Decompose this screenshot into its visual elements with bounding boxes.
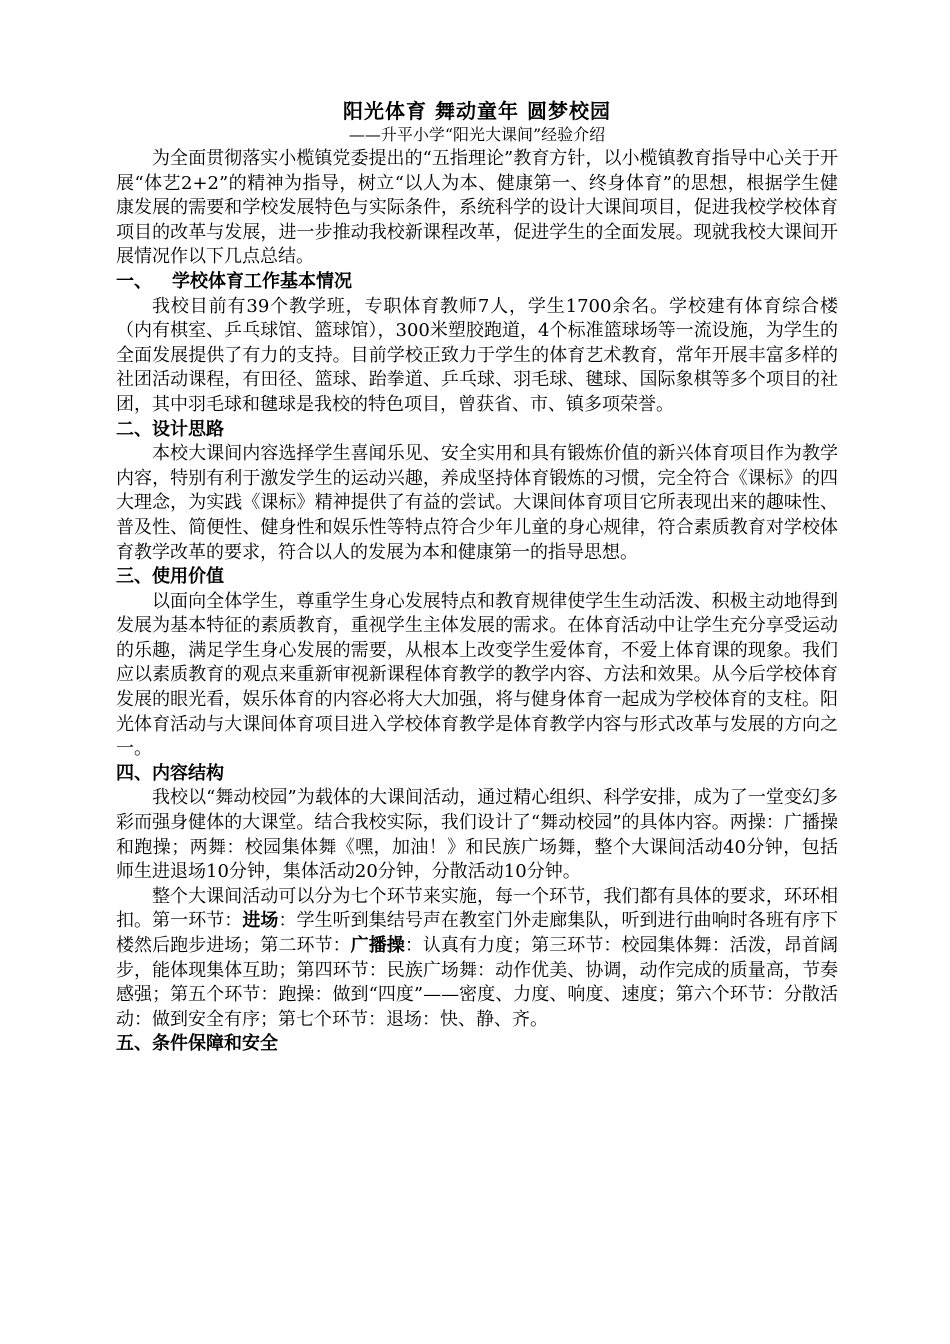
- section-1-title: 学校体育工作基本情况: [172, 270, 352, 292]
- section-4-heading: 四、内容结构: [116, 762, 224, 784]
- section-2-body: 本校大课间内容选择学生喜闻乐见、安全实用和具有锻炼价值的新兴体育项目作为教学内容，特别有利于激发学生的运动兴趣，养成坚持体育锻炼的习惯，完全符合《课标》的四大理念，为实践《课标》精神提供了有益的尝试。大课间体育项目它所表现出来的趣味性、普及性、简便性、健身性和娱乐性等特点符合少年儿童的身心规律，符合素质教育对学校体育教学改革的要求，符合以人的发展为本和健康第一的指导思想。: [116, 443, 838, 563]
- section-4-bold-broadcast: 广播操: [350, 935, 405, 956]
- document-title: 阳光体育 舞动童年 圆梦校园: [343, 99, 611, 123]
- section-5-heading: 五、条件保障和安全: [116, 1033, 278, 1055]
- section-1-number: 一、: [116, 270, 152, 292]
- section-4-text-b: ：学生听到集结号声在教室门外走廊集队，听到进行曲响时各班有序下楼然后跑步进场；第二环节：: [116, 910, 839, 956]
- document-subtitle: ——升平小学“阳光大课间”经验介绍: [348, 125, 606, 144]
- section-4-body-1: 我校以“舞动校园”为载体的大课间活动，通过精心组织、科学安排，成为了一堂变幻多彩而强身健体的大课堂。结合我校实际，我们设计了“舞动校园”的具体内容。两操：广播操和跑操；两舞：校园集体舞《嘿，加油！》和民族广场舞，整个大课间活动40分钟，包括师生进退场10分钟，集体活动20分钟，分散活动10分钟。: [116, 787, 838, 883]
- section-1-heading: [116, 270, 838, 295]
- section-4-text-c: ：认真有力度；第三环节：校园集体舞：活泼，昂首阔步，能体现集体互助；第四环节：民族广场舞：动作优美、协调，动作完成的质量高，节奏感强；第五个环节：跑操：做到“四度”——密度、力度、响度、速度；第六个环节：分散活动：做到安全有序；第七个环节：退场：快、静、齐。: [116, 935, 839, 1030]
- section-1-body: 我校目前有39个教学班，专职体育教师7人，学生1700余名。学校建有体育综合楼（内有棋室、乒乓球馆、篮球馆），300米塑胶跑道，4个标准篮球场等一流设施，为学生的全面发展提供了有力的支持。目前学校正致力于学生的体育艺术教育，常年开展丰富多样的社团活动课程，有田径、篮球、跆拳道、乒乓球、羽毛球、毽球、国际象棋等多个项目的社团，其中羽毛球和毽球是我校的特色项目，曾获省、市、镇多项荣誉。: [116, 295, 838, 415]
- section-3-heading: 三、使用价值: [116, 566, 224, 588]
- section-4-body-2: [116, 885, 838, 1033]
- intro-paragraph: 为全面贯彻落实小榄镇党委提出的“五指理论”教育方针，以小榄镇教育指导中心关于开展“体艺2+2”的精神为指导，树立“以人为本、健康第一、终身体育”的思想，根据学生健康发展的需要和学校发展特色与实际条件，系统科学的设计大课间项目，促进我校学校体育项目的改革与发展，进一步推动我校新课程改革，促进学生的全面发展。现就我校大课间开展情况作以下几点总结。: [116, 148, 838, 268]
- section-3-body: 以面向全体学生，尊重学生身心发展特点和教育规律使学生生动活泼、积极主动地得到发展为基本特征的素质教育，重视学生主体发展的需求。在体育活动中让学生充分享受运动的乐趣，满足学生身心发展的需要，从根本上改变学生爱体育，不爱上体育课的现象。我们应以素质教育的观点来重新审视新课程体育教学的教学内容、方法和效果。从今后学校体育发展的眼光看，娱乐体育的内容必将大大加强，将与健身体育一起成为学校体育的支柱。阳光体育活动与大课间体育项目进入学校体育教学是体育教学内容与形式改革与发展的方向之一。: [116, 590, 838, 760]
- section-2-heading: 二、设计思路: [116, 418, 224, 440]
- section-4-text-a: 整个大课间活动可以分为七个环节来实施，每一个环节，我们都有具体的要求，环环相扣。第一环节：: [116, 885, 838, 932]
- section-4-bold-entry: 进场: [242, 910, 279, 932]
